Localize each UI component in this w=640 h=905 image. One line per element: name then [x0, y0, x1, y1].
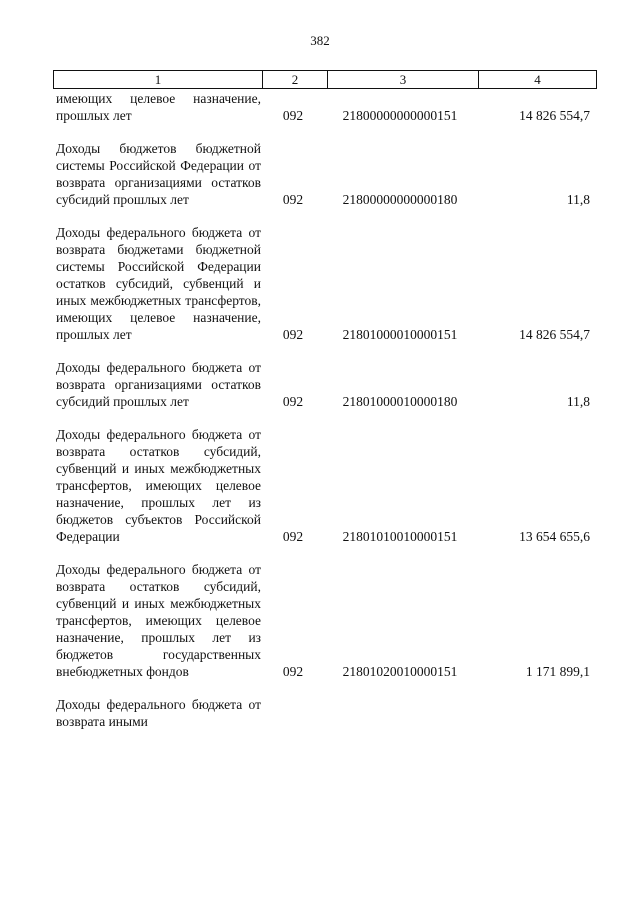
row-amount: 11,8 [566, 394, 590, 409]
row-description: Доходы федерального бюджета от возврата иными [56, 697, 261, 729]
row-admin-code: 092 [282, 192, 304, 207]
row-budget-code: 21801010010000151 [342, 529, 458, 544]
row-amount: 14 826 554,7 [519, 108, 590, 123]
row-admin-code: 092 [282, 529, 304, 544]
row-amount: 13 654 655,6 [519, 529, 590, 544]
row-amount: 11,8 [566, 192, 590, 207]
row-budget-code: 21801020010000151 [342, 664, 458, 679]
header-col-2: 2 [263, 71, 328, 89]
row-admin-code: 092 [282, 327, 304, 342]
row-amount: 14 826 554,7 [519, 327, 590, 342]
row-budget-code: 21800000000000151 [342, 108, 458, 123]
row-admin-code: 092 [282, 108, 304, 123]
table-body [53, 90, 592, 730]
row-description: Доходы федерального бюджета от возврата остатков субсидий, субвенций и иных межбюджетных трансфертов, имеющих целевое назначение, прошлых лет из бюджетов государственных внебюджетных фондов [56, 562, 261, 679]
table-row [53, 696, 592, 730]
header-col-4: 4 [479, 71, 597, 89]
row-admin-code: 092 [282, 664, 304, 679]
table-row [53, 90, 592, 124]
table-row [53, 426, 592, 545]
table-row [53, 224, 592, 343]
row-description: Доходы федерального бюджета от возврата бюджетами бюджетной системы Российской Федерации остатков субсидий, субвенций и иных межбюджетных трансфертов, имеющих целевое назначение, прошлых лет [56, 225, 261, 342]
table-header [53, 70, 597, 89]
row-description: имеющих целевое назначение, прошлых лет [56, 91, 261, 123]
row-amount: 1 171 899,1 [525, 664, 590, 679]
table-row [53, 140, 592, 208]
table-row [53, 359, 592, 410]
row-budget-code: 21801000010000151 [342, 327, 458, 342]
table-row [53, 561, 592, 680]
row-admin-code: 092 [282, 394, 304, 409]
row-description: Доходы федерального бюджета от возврата организациями остатков субсидий прошлых лет [56, 360, 261, 409]
page-number: 382 [310, 33, 330, 48]
header-col-1: 1 [54, 71, 263, 89]
row-budget-code: 21800000000000180 [342, 192, 458, 207]
row-description: Доходы федерального бюджета от возврата остатков субсидий, субвенций и иных межбюджетных трансфертов, имеющих целевое назначение, прошлых лет из бюджетов субъектов Российской Федерации [56, 427, 261, 544]
row-description: Доходы бюджетов бюджетной системы Российской Федерации от возврата организациями остатков субсидий прошлых лет [56, 141, 261, 207]
header-col-3: 3 [328, 71, 479, 89]
row-budget-code: 21801000010000180 [342, 394, 458, 409]
